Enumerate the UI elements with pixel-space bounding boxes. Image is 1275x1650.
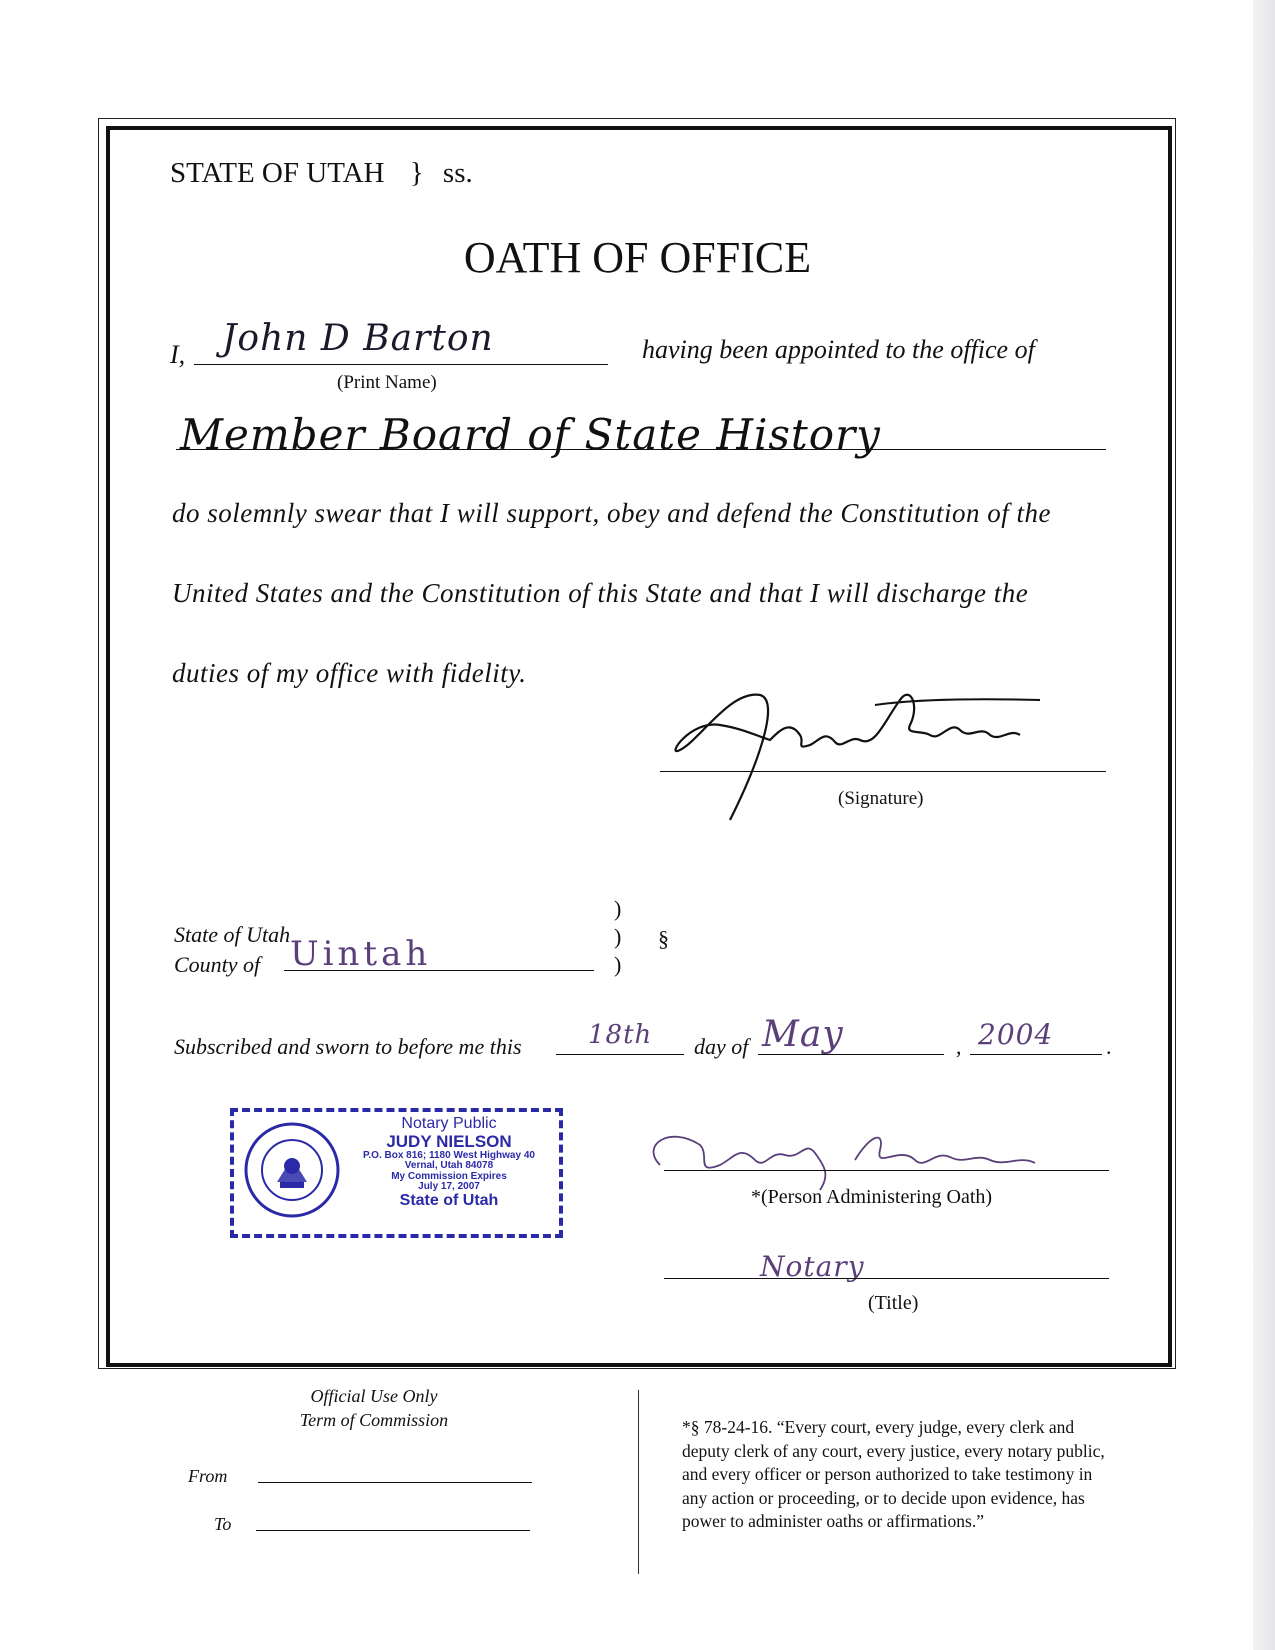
name-line xyxy=(194,364,608,365)
page-title: OATH OF OFFICE xyxy=(463,233,812,282)
title-line xyxy=(664,1278,1109,1279)
from-label: From xyxy=(188,1466,228,1486)
oath-body-line-1: do solemnly swear that I will support, obey and defend the Constitution of the xyxy=(172,498,1051,528)
year-line xyxy=(970,1054,1102,1055)
print-name-label: (Print Name) xyxy=(337,372,437,393)
stamp-notary-public: Notary Public xyxy=(401,1115,497,1132)
administering-line xyxy=(664,1170,1109,1171)
to-line xyxy=(256,1530,530,1531)
stamp-expires-label: My Commission Expires xyxy=(391,1170,507,1182)
to-label: To xyxy=(214,1514,232,1534)
i-prefix: I, xyxy=(170,340,186,369)
section-divider xyxy=(638,1390,639,1574)
year-handwritten: 2004 xyxy=(978,1018,1054,1051)
appointed-text: having been appointed to the office of xyxy=(642,335,1035,364)
date-period: . xyxy=(1106,1034,1112,1059)
footnote-line-5: power to administer oaths or affirmations.” xyxy=(682,1511,984,1531)
month-line xyxy=(758,1054,944,1055)
notary-signature-scribble xyxy=(640,1115,1060,1195)
administering-label: *(Person Administering Oath) xyxy=(751,1186,993,1208)
venue-paren-3: ) xyxy=(614,952,622,977)
footnote-line-4: any action or proceeding, or to decide upon evidence, has xyxy=(682,1487,1085,1508)
brace-symbol: } xyxy=(409,157,424,189)
notary-stamp xyxy=(230,1108,563,1238)
venue-paren-1: ) xyxy=(614,896,622,921)
oath-body-line-3: duties of my office with fidelity. xyxy=(172,658,527,688)
day-of-label: day of xyxy=(694,1034,749,1059)
stamp-address: P.O. Box 816; 1180 West Highway 40 xyxy=(363,1149,535,1161)
stamp-city: Vernal, Utah 84078 xyxy=(404,1160,494,1172)
term-of-commission-heading: Term of Commission xyxy=(299,1410,449,1430)
stamp-expires-date: July 17, 2007 xyxy=(418,1181,480,1193)
venue-state-label: State of Utah xyxy=(174,922,291,947)
venue-paren-2: ) xyxy=(614,924,622,949)
state-heading xyxy=(170,157,473,190)
county-line xyxy=(284,970,594,971)
office-line xyxy=(176,449,1106,450)
footnote-line-3: and every officer or person authorized to take testimony in xyxy=(682,1464,1093,1484)
stamp-text-block xyxy=(342,1116,556,1209)
office-handwritten: Member Board of State History xyxy=(180,410,881,459)
ss-abbrev: ss. xyxy=(442,157,473,189)
state-seal-icon xyxy=(242,1120,342,1220)
footnote-line-2: deputy clerk of any court, every justice, every notary public, xyxy=(682,1440,1105,1461)
venue-county-label: County of xyxy=(174,952,261,977)
oath-body-line-2: United States and the Constitution of this State and that I will discharge the xyxy=(172,578,1029,608)
subscribed-prefix: Subscribed and sworn to before me this xyxy=(174,1034,522,1059)
day-handwritten: 18th xyxy=(588,1020,653,1050)
title-label: (Title) xyxy=(868,1292,919,1314)
signature-label: (Signature) xyxy=(838,788,924,809)
statute-footnote xyxy=(682,1416,1105,1534)
footnote-line-1: *§ 78-24-16. “Every court, every judge, every clerk and xyxy=(682,1417,1075,1437)
signature-line xyxy=(660,771,1106,772)
state-heading-text: STATE OF UTAH xyxy=(170,157,385,189)
official-use-heading: Official Use Only xyxy=(310,1386,438,1406)
stamp-state: State of Utah xyxy=(399,1191,499,1209)
month-handwritten: May xyxy=(762,1014,844,1055)
stamp-notary-name: JUDY NIELSON xyxy=(386,1131,512,1151)
section-symbol: § xyxy=(658,926,669,951)
county-handwritten: Uintah xyxy=(290,934,432,974)
title-handwritten: Notary xyxy=(760,1250,865,1283)
printed-name-handwritten: John D Barton xyxy=(222,318,494,359)
day-line xyxy=(556,1054,684,1055)
from-line xyxy=(258,1482,532,1483)
date-comma: , xyxy=(956,1034,962,1059)
